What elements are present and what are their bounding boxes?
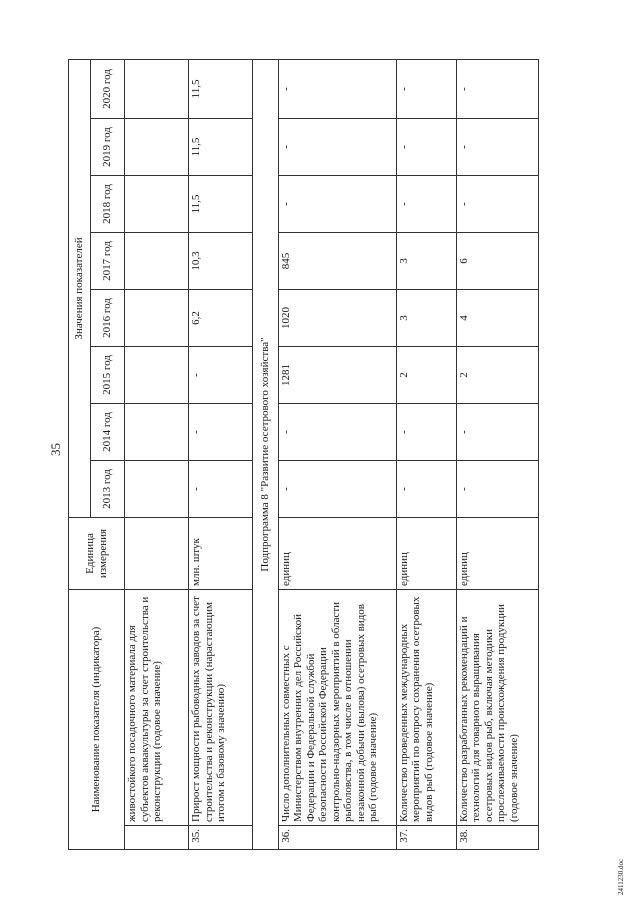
value-2018: - <box>278 176 396 233</box>
value-2018 <box>125 176 189 233</box>
value-2019 <box>125 119 189 176</box>
indicator-unit: млн. штук <box>189 518 253 590</box>
value-2018: - <box>456 176 538 233</box>
table-row <box>125 59 189 849</box>
value-2014: - <box>456 404 538 461</box>
footer-file-code: 2411230.doc <box>617 858 625 895</box>
header-year: 2019 год <box>91 119 125 176</box>
value-2013: - <box>396 461 456 518</box>
value-2017 <box>125 233 189 290</box>
value-2016: 1020 <box>278 290 396 347</box>
value-2018: 11,5 <box>189 176 253 233</box>
table-row <box>456 59 538 849</box>
value-2015: - <box>189 347 253 404</box>
row-number: 37. <box>396 826 456 850</box>
value-2014: - <box>396 404 456 461</box>
table-row <box>278 59 396 849</box>
value-2014 <box>125 404 189 461</box>
subprogram-title: Подпрограмма 8 "Развитие осетрового хозяйства" <box>253 59 279 849</box>
value-2017: 10,3 <box>189 233 253 290</box>
value-2013 <box>125 461 189 518</box>
table-row <box>396 59 456 849</box>
value-2019: - <box>278 119 396 176</box>
value-2020: - <box>278 59 396 118</box>
value-2019: - <box>396 119 456 176</box>
value-2018: - <box>396 176 456 233</box>
indicator-unit: единиц <box>456 518 538 590</box>
indicator-name: Количество разработанных рекомендаций и технологий для товарного выращивания осетровых видов рыб, включая методики прослеживаемости происхождения продукции (годовое значение) <box>456 590 538 826</box>
indicator-unit <box>125 518 189 590</box>
page-number: 35 <box>48 443 63 456</box>
row-number: 38. <box>456 826 538 850</box>
value-2017: 845 <box>278 233 396 290</box>
value-2020: - <box>396 59 456 118</box>
value-2014: - <box>189 404 253 461</box>
row-number: 36. <box>278 826 396 850</box>
value-2015: 2 <box>456 347 538 404</box>
value-2014: - <box>278 404 396 461</box>
value-2015: 2 <box>396 347 456 404</box>
value-2016: 4 <box>456 290 538 347</box>
indicator-unit: единиц <box>396 518 456 590</box>
value-2020: 11,5 <box>189 59 253 118</box>
value-2019: - <box>456 119 538 176</box>
header-year: 2015 год <box>91 347 125 404</box>
value-2020: - <box>456 59 538 118</box>
value-2020 <box>125 59 189 118</box>
header-year: 2017 год <box>91 233 125 290</box>
header-year: 2014 год <box>91 404 125 461</box>
value-2019: 11,5 <box>189 119 253 176</box>
row-number: 35. <box>189 826 253 850</box>
header-unit: Единица измерения <box>69 518 125 590</box>
subprogram-row <box>253 59 279 849</box>
row-number <box>125 826 189 850</box>
value-2016 <box>125 290 189 347</box>
value-2017: 3 <box>396 233 456 290</box>
value-2013: - <box>456 461 538 518</box>
value-2015 <box>125 347 189 404</box>
indicator-name: Число дополнительных совместных с Министерством внутренних дел Российской Федерации и Федеральной службой безопасности Российской Федерации контрольно-надзорных мероприятий в области рыболовства, в том числе в отношении незаконной добычи (вылова) осетровых видов рыб (годовое значение) <box>278 590 396 826</box>
indicator-name: живостойкого посадочного материала для субъектов аквакультуры за счет строительства и реконструкции (годовое значение) <box>125 590 189 826</box>
header-year: 2018 год <box>91 176 125 233</box>
indicator-name: Прирост мощности рыбоводных заводов за счет строительства и реконструкции (нарастающим итогом к базовому значению) <box>189 590 253 826</box>
value-2013: - <box>189 461 253 518</box>
value-2015: 1281 <box>278 347 396 404</box>
header-year: 2013 год <box>91 461 125 518</box>
header-year: 2020 год <box>91 59 125 118</box>
indicator-name: Количество проведенных международных мероприятий по вопросу сохранения осетровых видов рыб (годовое значение) <box>396 590 456 826</box>
value-2013: - <box>278 461 396 518</box>
header-values-group: Значения показателей <box>69 59 91 517</box>
value-2016: 3 <box>396 290 456 347</box>
table-row <box>189 59 253 849</box>
value-2017: 6 <box>456 233 538 290</box>
rotated-table-region <box>68 60 600 850</box>
indicators-table <box>68 59 539 850</box>
value-2016: 6,2 <box>189 290 253 347</box>
header-year: 2016 год <box>91 290 125 347</box>
indicator-unit: единиц <box>278 518 396 590</box>
header-name: Наименование показателя (индикатора) <box>69 590 125 850</box>
